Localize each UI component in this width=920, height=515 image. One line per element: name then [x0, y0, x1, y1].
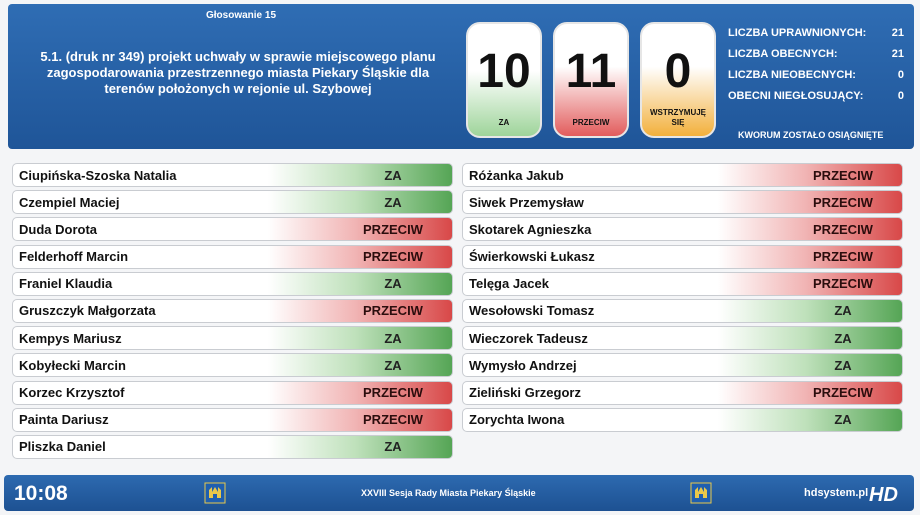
vote-value: PRZECIW	[363, 221, 423, 237]
vote-value: PRZECIW	[813, 194, 873, 210]
vote-row	[12, 408, 453, 432]
vote-row	[12, 381, 453, 405]
voting-header-panel	[8, 4, 914, 149]
za-count: 10	[477, 45, 531, 98]
przeciw-count: 11	[565, 45, 617, 98]
przeciw-label: PRZECIW	[572, 118, 610, 127]
councillor-name: Franiel Klaudia	[19, 276, 113, 292]
tile-przeciw	[553, 22, 629, 138]
vote-value: PRZECIW	[363, 412, 423, 428]
stat-row	[728, 22, 904, 43]
vote-row	[12, 353, 453, 377]
councillor-name: Kempys Mariusz	[19, 330, 122, 346]
councillor-name: Felderhoff Marcin	[19, 249, 129, 265]
vote-row	[462, 381, 903, 405]
vote-value: PRZECIW	[363, 303, 423, 319]
svg-text:HD: HD	[869, 484, 898, 505]
tile-wstrzymuje	[640, 22, 716, 138]
councillor-name: Duda Dorota	[19, 221, 97, 237]
councillor-name: Wymysło Andrzej	[469, 357, 577, 373]
councillor-name: Świerkowski Łukasz	[469, 249, 595, 265]
vote-value: PRZECIW	[363, 385, 423, 400]
vote-value: PRZECIW	[813, 249, 873, 265]
stat-value: 0	[897, 68, 904, 81]
vote-row	[12, 299, 453, 323]
stat-label: OBECNI NIEGŁOSUJĄCY:	[728, 89, 864, 102]
brand-url: hdsystem.pl	[804, 487, 869, 499]
stat-row	[728, 85, 904, 106]
councillor-name: Pliszka Daniel	[19, 439, 106, 455]
vote-row	[462, 190, 903, 214]
votes-list-right	[462, 163, 903, 435]
city-crest-icon	[204, 481, 226, 505]
stat-value: 0	[897, 89, 904, 102]
vote-value: ZA	[384, 330, 402, 346]
vote-row	[462, 408, 903, 432]
vote-row	[462, 245, 903, 269]
stat-value: 21	[891, 26, 904, 39]
attendance-stats	[728, 22, 904, 106]
vote-number: Głosowanie 15	[206, 10, 277, 21]
vote-row	[462, 299, 903, 323]
councillor-name: Kobyłecki Marcin	[19, 357, 126, 373]
councillor-name: Ciupińska-Szoska Natalia	[19, 167, 177, 183]
vote-value: ZA	[384, 439, 402, 455]
vote-row	[462, 217, 903, 241]
councillor-name: Zieliński Grzegorz	[469, 385, 581, 400]
vote-value: PRZECIW	[813, 221, 873, 237]
vote-value: ZA	[384, 194, 402, 210]
councillor-name: Różanka Jakub	[469, 167, 564, 183]
vote-row	[12, 190, 453, 214]
vote-row	[12, 163, 453, 187]
councillor-name: Telęga Jacek	[469, 276, 549, 292]
vote-value: PRZECIW	[363, 249, 423, 265]
councillor-name: Painta Dariusz	[19, 412, 109, 428]
vote-row	[12, 435, 453, 459]
stat-row	[728, 43, 904, 64]
councillor-name: Gruszczyk Małgorzata	[19, 303, 156, 319]
stat-label: LICZBA UPRAWNIONYCH:	[728, 26, 867, 39]
vote-value: PRZECIW	[813, 385, 873, 400]
vote-value: PRZECIW	[813, 276, 873, 292]
councillor-name: Wieczorek Tadeusz	[469, 330, 588, 346]
councillor-name: Siwek Przemysław	[469, 194, 584, 210]
vote-value: ZA	[384, 276, 402, 292]
city-crest-icon	[690, 481, 712, 505]
vote-row	[12, 272, 453, 296]
session-title: XXVIII Sesja Rady Miasta Piekary Śląskie	[361, 488, 536, 498]
councillor-name: Zorychta Iwona	[469, 412, 565, 428]
vote-value: ZA	[834, 357, 852, 373]
stat-label: LICZBA NIEOBECNYCH:	[728, 68, 856, 81]
tile-za	[466, 22, 542, 138]
clock: 10:08	[14, 482, 68, 505]
wstrzymuje-label: WSTRZYMUJĘ SIĘ	[650, 108, 706, 127]
councillor-name: Skotarek Agnieszka	[469, 221, 592, 237]
councillor-name: Czempiel Maciej	[19, 194, 120, 210]
stat-value: 21	[891, 47, 904, 60]
quorum-status: KWORUM ZOSTAŁO OSIĄGNIĘTE	[738, 130, 884, 140]
vote-row	[462, 272, 903, 296]
vote-value: PRZECIW	[813, 167, 873, 183]
vote-value: ZA	[384, 167, 402, 183]
votes-list-left	[12, 163, 453, 462]
vote-row	[12, 217, 453, 241]
vote-row	[462, 353, 903, 377]
stat-row	[728, 64, 904, 85]
vote-value: ZA	[834, 303, 852, 319]
vote-row	[462, 163, 903, 187]
councillor-name: Wesołowski Tomasz	[469, 303, 595, 319]
stat-label: LICZBA OBECNYCH:	[728, 47, 838, 60]
councillor-name: Korzec Krzysztof	[19, 385, 125, 400]
motion-title: 5.1. (druk nr 349) projekt uchwały w sprawie miejscowego planu zagospodarowania przestrzennego miasta Piekary Śląskie dla terenów położonych w rejonie ul. Szybowej	[40, 49, 436, 96]
vote-row	[12, 326, 453, 350]
vote-value: ZA	[834, 412, 852, 428]
vote-value: ZA	[384, 357, 402, 373]
hd-logo-icon	[868, 481, 902, 505]
za-label: ZA	[498, 118, 510, 127]
footer-bar	[4, 475, 914, 511]
wstrzymuje-count: 0	[664, 45, 692, 98]
vote-row	[12, 245, 453, 269]
vote-value: ZA	[834, 330, 852, 346]
vote-row	[462, 326, 903, 350]
